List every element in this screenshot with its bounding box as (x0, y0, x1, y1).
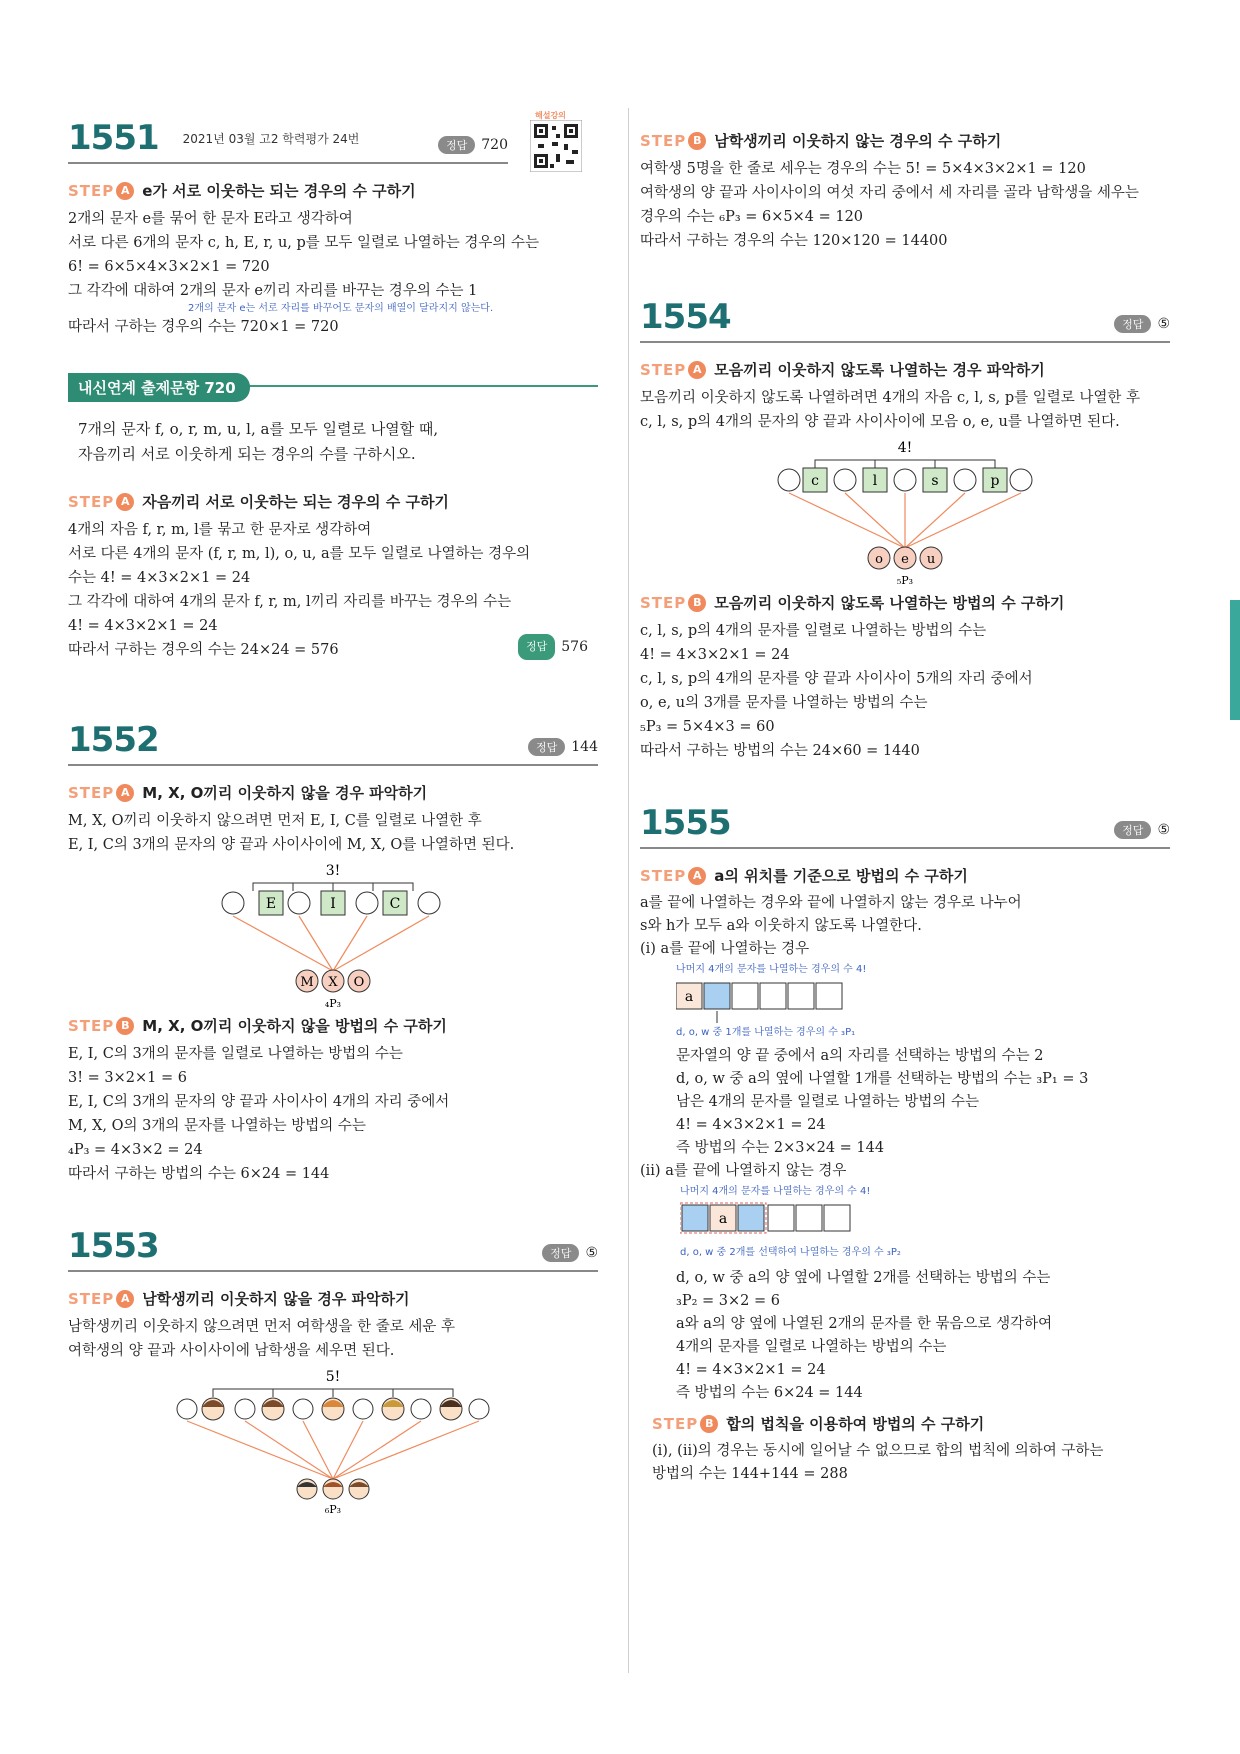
text-line: 여학생 5명을 한 줄로 세우는 경우의 수는 5! = 5×4×3×2×1 = 120 (640, 161, 1086, 177)
step-letter: A (116, 784, 134, 802)
step-letter: A (688, 867, 706, 885)
empty-slot (469, 1399, 489, 1419)
left-column (68, 118, 598, 1521)
arrangement-diagram-1554 (775, 438, 1035, 588)
letter-a-label: a (684, 989, 694, 1005)
text-line: 서로 다른 6개의 문자 c, h, E, r, u, p를 모두 일렬로 나열하는 경우의 수는 (68, 235, 539, 251)
girl-face-icon (322, 1398, 344, 1420)
text-line: 그 각각에 대하여 2개의 문자 e끼리 자리를 바꾸는 경우의 수는 1 (68, 283, 478, 299)
boy-face-icon (297, 1479, 317, 1499)
step-b (652, 1413, 1170, 1434)
case-heading: (ⅱ) a를 끝에 나열하지 않는 경우 (640, 1163, 847, 1179)
empty-slot (222, 892, 244, 914)
text-line: 3! = 3×2×1 = 6 (68, 1070, 187, 1086)
diagram-bottom-label: ₆P₃ (324, 1503, 342, 1516)
text-line: a와 a의 양 옆에 나열된 2개의 문자를 한 묶음으로 생각하여 (676, 1316, 1053, 1332)
text-line: 4! = 4×3×2×1 = 24 (676, 1362, 826, 1378)
annotation-note: 2개의 문자 e는 서로 자리를 바꾸어도 문자의 배열이 달라지지 않는다. (188, 303, 494, 314)
answer-badge: 정답 (1114, 315, 1151, 333)
girl-face-icon (382, 1398, 404, 1420)
arrangement-diagram-1553 (173, 1367, 493, 1517)
step-a (68, 491, 598, 512)
step-letter: A (116, 493, 134, 511)
step-letter: B (700, 1415, 718, 1433)
diagram-note: 나머지 4개의 문자를 나열하는 경우의 수 4! (676, 964, 867, 975)
diagram-note: d, o, w 중 1개를 나열하는 경우의 수 ₃P₁ (676, 1027, 856, 1038)
answer-value: 144 (571, 739, 598, 755)
step-letter: A (116, 182, 134, 200)
empty-slot (894, 469, 916, 491)
text-line: 4개의 문자를 일렬로 나열하는 방법의 수는 (676, 1339, 947, 1355)
letter-box-label: s (931, 473, 939, 489)
diagram-bottom-label: ₄P₃ (324, 997, 342, 1010)
problem-number: 1553 (68, 1226, 159, 1266)
answer-badge: 정답 (528, 738, 565, 756)
problem-number: 1551 (68, 118, 159, 158)
problem-number: 1555 (640, 803, 731, 843)
empty-box (768, 1205, 794, 1231)
answer-badge: 정답 (438, 136, 475, 154)
girl-face-icon (202, 1398, 224, 1420)
text-line: 모음끼리 이웃하지 않도록 나열하려면 4개의 자음 c, l, s, p를 일렬로 나열한 후 (640, 390, 1141, 406)
answer-value: 576 (561, 639, 588, 655)
blue-slot (704, 983, 730, 1009)
step-tag: STEP (68, 1289, 115, 1308)
qr-label: 해설강의 (535, 111, 566, 120)
diagram-bottom-label: ₅P₃ (896, 574, 914, 587)
solution-text (640, 1045, 1170, 1160)
answer-badge: 정답 (542, 1244, 579, 1262)
case2-diagram (680, 1183, 980, 1265)
text-line: 2개의 문자 e를 묶어 한 문자 E라고 생각하여 (68, 211, 353, 227)
related-problem (68, 379, 598, 467)
empty-slot (356, 892, 378, 914)
text-line: 따라서 구하는 경우의 수는 120×120 = 14400 (640, 233, 948, 249)
empty-box (732, 983, 758, 1009)
solution-text (68, 518, 598, 662)
empty-slot (418, 892, 440, 914)
letter-circle-label: X (328, 975, 338, 990)
text-line: ₃P₂ = 3×2 = 6 (676, 1293, 780, 1309)
arrangement-diagram-1552 (203, 861, 463, 1011)
text-line: M, X, O끼리 이웃하지 않으려면 먼저 E, I, C를 일렬로 나열한 후 (68, 813, 482, 829)
empty-slot (1010, 469, 1032, 491)
text-line: d, o, w 중 a의 양 옆에 나열할 2개를 선택하는 방법의 수는 (676, 1270, 1051, 1286)
text-line: 4! = 4×3×2×1 = 24 (640, 647, 790, 663)
step-title: 모음끼리 이웃하지 않도록 나열하는 방법의 수 구하기 (714, 594, 1065, 612)
problem-header-1554 (640, 297, 1170, 343)
text-line: 여학생의 양 끝과 사이사이에 남학생을 세우면 된다. (68, 1343, 395, 1359)
text-line: d, o, w 중 a의 옆에 나열할 1개를 선택하는 방법의 수는 ₃P₁ = 3 (676, 1071, 1089, 1087)
diagram-top-label: 4! (897, 440, 913, 456)
text-line: 4! = 4×3×2×1 = 24 (68, 618, 218, 634)
answer (1114, 315, 1170, 333)
text-line: 그 각각에 대하여 4개의 문자 f, r, m, l끼리 자리를 바꾸는 경우의 수는 (68, 594, 512, 610)
text-line: M, X, O의 3개의 문자를 나열하는 방법의 수는 (68, 1118, 366, 1134)
step-b (640, 592, 1170, 613)
answer-value: ⑤ (1157, 316, 1170, 332)
boy-face-icon (323, 1479, 343, 1499)
step-letter: B (688, 132, 706, 150)
text-line: 자음끼리 서로 이웃하게 되는 경우의 수를 구하시오. (78, 445, 416, 463)
answer (1114, 821, 1170, 839)
step-a (68, 180, 598, 201)
step-tag: STEP (68, 181, 115, 200)
text-line: o, e, u의 3개를 문자를 나열하는 방법의 수는 (640, 695, 928, 711)
text-line: 즉 방법의 수는 6×24 = 144 (676, 1385, 863, 1401)
diagram-note: d, o, w 중 2개를 선택하여 나열하는 경우의 수 ₃P₂ (680, 1247, 901, 1258)
step-title: a의 위치를 기준으로 방법의 수 구하기 (714, 867, 968, 885)
empty-slot (177, 1399, 197, 1419)
answer (528, 738, 598, 756)
girl-face-icon (262, 1398, 284, 1420)
problem-number: 1554 (640, 297, 731, 337)
answer-badge: 정답 (1114, 821, 1151, 839)
diagram-top-label: 5! (325, 1369, 341, 1385)
text-line: c, l, s, p의 4개의 문자를 일렬로 나열하는 방법의 수는 (640, 623, 987, 639)
solution-text (640, 157, 1170, 253)
letter-circle-label: O (353, 975, 365, 990)
text-line: a를 끝에 나열하는 경우와 끝에 나열하지 않는 경우로 나누어 (640, 895, 1022, 911)
answer-badge: 정답 (518, 634, 555, 660)
text-line: 즉 방법의 수는 2×3×24 = 144 (676, 1140, 885, 1156)
empty-slot (411, 1399, 431, 1419)
step-tag: STEP (640, 360, 687, 379)
letter-box-label: E (265, 896, 277, 912)
solution-text (68, 207, 598, 339)
step-tag: STEP (68, 492, 115, 511)
text-line: 따라서 구하는 경우의 수는 24×24 = 576 (68, 642, 339, 658)
answer-value: 720 (481, 137, 508, 153)
empty-slot (954, 469, 976, 491)
step-tag: STEP (68, 1016, 115, 1035)
problem-number: 1552 (68, 720, 159, 760)
letter-circle-label: u (926, 552, 936, 567)
text-line: s와 h가 모두 a와 이웃하지 않도록 나열한다. (640, 918, 922, 934)
solution-text (640, 1267, 1170, 1405)
text-line: 4개의 자음 f, r, m, l를 묶고 한 문자로 생각하여 (68, 522, 372, 538)
letter-circle-label: M (300, 975, 314, 990)
step-letter: A (116, 1290, 134, 1308)
step-tag: STEP (652, 1414, 699, 1433)
empty-box (796, 1205, 822, 1231)
text-line: 따라서 구하는 방법의 수는 24×60 = 1440 (640, 743, 920, 759)
text-line: 여학생의 양 끝과 사이사이의 여섯 자리 중에서 세 자리를 골라 남학생을 세우는 (640, 185, 1139, 201)
empty-slot (353, 1399, 373, 1419)
step-letter: B (116, 1017, 134, 1035)
step-b (640, 130, 1170, 151)
solution-text (640, 619, 1170, 763)
letter-box-label: I (330, 896, 336, 912)
letter-box-label: p (990, 473, 1000, 489)
text-line: ₄P₃ = 4×3×2 = 24 (68, 1142, 203, 1158)
step-tag: STEP (68, 783, 115, 802)
girl-face-icon (440, 1398, 462, 1420)
letter-box-label: l (872, 473, 878, 489)
text-line: 서로 다른 4개의 문자 (f, r, m, l), o, u, a를 모두 일렬로 나열하는 경우의 (68, 546, 531, 562)
answer (542, 1244, 598, 1262)
text-line: E, I, C의 3개의 문자를 일렬로 나열하는 방법의 수는 (68, 1046, 403, 1062)
text-line: 따라서 구하는 경우의 수는 720×1 = 720 (68, 319, 339, 335)
problem-source: 2021년 03월 고2 학력평가 24번 (182, 131, 360, 146)
problem-header-1552 (68, 720, 598, 766)
answer-value: ⑤ (585, 1245, 598, 1261)
empty-box (816, 983, 842, 1009)
text-line: 4! = 4×3×2×1 = 24 (676, 1117, 826, 1133)
empty-box (788, 983, 814, 1009)
text-line: 7개의 문자 f, o, r, m, u, l, a를 모두 일렬로 나열할 때, (78, 420, 439, 438)
solution-text (640, 1160, 1170, 1183)
answer-value: ⑤ (1157, 822, 1170, 838)
text-line: 6! = 6×5×4×3×2×1 = 720 (68, 259, 270, 275)
problem-header-1553 (68, 1226, 598, 1272)
text-line: c, l, s, p의 4개의 문자를 양 끝과 사이사이 5개의 자리 중에서 (640, 671, 1033, 687)
step-letter: B (688, 594, 706, 612)
step-title: 모음끼리 이웃하지 않도록 나열하는 경우 파악하기 (714, 361, 1045, 379)
empty-slot (778, 469, 800, 491)
empty-slot (235, 1399, 255, 1419)
letter-circle-label: e (901, 552, 909, 567)
step-title: 남학생끼리 이웃하지 않을 경우 파악하기 (142, 1290, 410, 1308)
page-side-tab (1230, 600, 1240, 720)
solution-text (68, 1315, 598, 1363)
empty-slot (293, 1399, 313, 1419)
case-heading: (ⅰ) a를 끝에 나열하는 경우 (640, 941, 810, 957)
problem-header-1551 (68, 118, 508, 164)
case1-diagram (676, 961, 976, 1043)
text-line: E, I, C의 3개의 문자의 양 끝과 사이사이 4개의 자리 중에서 (68, 1094, 450, 1110)
text-line: c, l, s, p의 4개의 문자의 양 끝과 사이사이에 모음 o, e, u를 나열하면 된다. (640, 414, 1120, 430)
answer (518, 634, 588, 660)
column-divider (628, 108, 629, 1673)
letter-circle-label: o (875, 552, 883, 567)
text-line: ₅P₃ = 5×4×3 = 60 (640, 719, 775, 735)
step-b (68, 1015, 598, 1036)
letter-a-label: a (718, 1211, 728, 1227)
text-line: E, I, C의 3개의 문자의 양 끝과 사이사이에 M, X, O를 나열하면 된다. (68, 837, 515, 853)
solution-text (640, 386, 1170, 434)
text-line: 남은 4개의 문자를 일렬로 나열하는 방법의 수는 (676, 1094, 980, 1110)
step-title: 합의 법칙을 이용하여 방법의 수 구하기 (726, 1415, 985, 1433)
text-line: 경우의 수는 ₆P₃ = 6×5×4 = 120 (640, 209, 864, 225)
related-badge: 내신연계 출제문항 720 (68, 373, 250, 402)
step-letter: A (688, 361, 706, 379)
step-a (640, 865, 1170, 886)
text-line: 따라서 구하는 방법의 수는 6×24 = 144 (68, 1166, 330, 1182)
step-tag: STEP (640, 866, 687, 885)
problem-header-1555 (640, 803, 1170, 849)
step-tag: STEP (640, 131, 687, 150)
empty-slot (834, 469, 856, 491)
solution-text (68, 809, 598, 857)
diagram-top-label: 3! (325, 863, 341, 879)
diagram-note: 나머지 4개의 문자를 나열하는 경우의 수 4! (680, 1186, 871, 1197)
step-title: 자음끼리 서로 이웃하는 되는 경우의 수 구하기 (142, 493, 449, 511)
empty-box (760, 983, 786, 1009)
step-a (640, 359, 1170, 380)
letter-box-label: C (389, 896, 401, 912)
right-column (640, 118, 1170, 1486)
text-line: (ⅰ), (ⅱ)의 경우는 동시에 일어날 수 없으므로 합의 법칙에 의하여 구하는 (652, 1443, 1104, 1459)
step-title: e가 서로 이웃하는 되는 경우의 수 구하기 (142, 182, 416, 200)
text-line: 문자열의 양 끝 중에서 a의 자리를 선택하는 방법의 수는 2 (676, 1048, 1044, 1064)
solution-text (68, 1042, 598, 1186)
empty-box (824, 1205, 850, 1231)
letter-box-label: c (811, 473, 819, 489)
boy-face-icon (349, 1479, 369, 1499)
step-a (68, 782, 598, 803)
empty-slot (288, 892, 310, 914)
answer (438, 136, 508, 154)
solution-text (652, 1440, 1170, 1486)
step-a (68, 1288, 598, 1309)
step-title: 남학생끼리 이웃하지 않는 경우의 수 구하기 (714, 132, 1002, 150)
step-title: M, X, O끼리 이웃하지 않을 경우 파악하기 (142, 784, 428, 802)
blue-slot (682, 1205, 708, 1231)
solution-text (640, 892, 1170, 961)
step-tag: STEP (640, 593, 687, 612)
blue-slot (738, 1205, 764, 1231)
text-line: 방법의 수는 144+144 = 288 (652, 1466, 848, 1482)
step-title: M, X, O끼리 이웃하지 않을 방법의 수 구하기 (142, 1017, 447, 1035)
text-line: 남학생끼리 이웃하지 않으려면 먼저 여학생을 한 줄로 세운 후 (68, 1319, 456, 1335)
text-line: 수는 4! = 4×3×2×1 = 24 (68, 570, 251, 586)
